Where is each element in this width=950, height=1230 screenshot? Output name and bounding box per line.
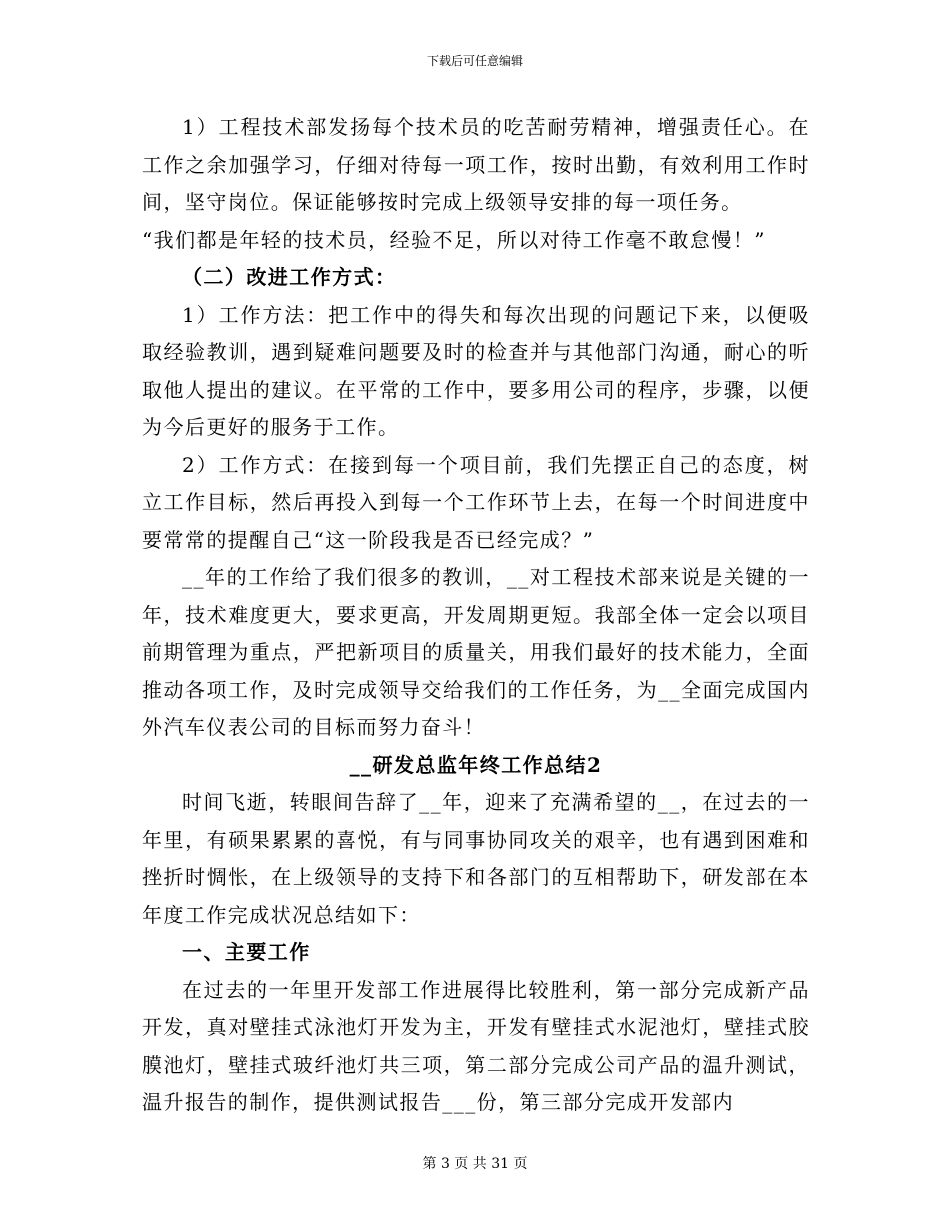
heading-improve-work-method: （二）改进工作方式： — [182, 265, 397, 289]
paragraph-year-outlook: __年的工作给了我们很多的教训，__对工程技术部来说是关键的一年，技术难度更大，要求更高，开发周期更短。我部全体一定会以项目前期管理为重点，严把新项目的质量关，用我们最好的技术能力，全面推动各项工作，及时完成领导交给我们的工作任务，为__全面完成国内外汽车仪表公司的目标而努力奋斗！ — [142, 565, 810, 739]
section-title-summary-2: __研发总监年终工作总结2 — [349, 752, 603, 777]
paragraph-work-method: 1）工作方法：把工作中的得失和每次出现的问题记下来，以便吸取经验教训，遇到疑难问题要及时的检查并与其他部门沟通，耐心的听取他人提出的建议。在平常的工作中，要多用公司的程序，步骤，以便为今后更好的服务于工作。 — [142, 302, 810, 439]
document-body — [142, 109, 810, 1122]
heading-main-work: 一、主要工作 — [182, 940, 311, 964]
paragraph-engineering-spirit: 1）工程技术部发扬每个技术员的吃苦耐劳精神，增强责任心。在工作之余加强学习，仔细对待每一项工作，按时出勤，有效利用工作时间，坚守岗位。保证能够按时完成上级领导安排的每一项任务。 — [142, 115, 810, 214]
page-header: 下载后可任意编辑 — [426, 54, 523, 68]
paragraph-main-work: 在过去的一年里开发部工作进展得比较胜利，第一部分完成新产品开发，真对壁挂式泳池灯开发为主，开发有壁挂式水泥池灯，壁挂式胶膜池灯，壁挂式玻纤池灯共三项，第二部分完成公司产品的温升测试，温升报告的制作，提供测试报告___份，第三部分完成开发部内 — [142, 977, 810, 1114]
paragraph-intro-summary-2: 时间飞逝，转眼间告辞了__年，迎来了充满希望的__，在过去的一年里，有硕果累累的喜悦，有与同事协同攻关的艰辛，也有遇到困难和挫折时惆怅，在上级领导的支持下和各部门的互相帮助下，研发部在本年度工作完成状况总结如下： — [142, 790, 810, 927]
paragraph-work-approach: 2）工作方式：在接到每一个项目前，我们先摆正自己的态度，树立工作目标，然后再投入到每一个工作环节上去，在每一个时间进度中要常常的提醒自己“这一阶段我是否已经完成？” — [142, 452, 810, 552]
page-footer: 第 3 页 共 31 页 — [422, 1156, 528, 1172]
paragraph-quote-young-technicians: “我们都是年轻的技术员，经验不足，所以对待工作毫不敢怠慢！” — [142, 227, 766, 252]
